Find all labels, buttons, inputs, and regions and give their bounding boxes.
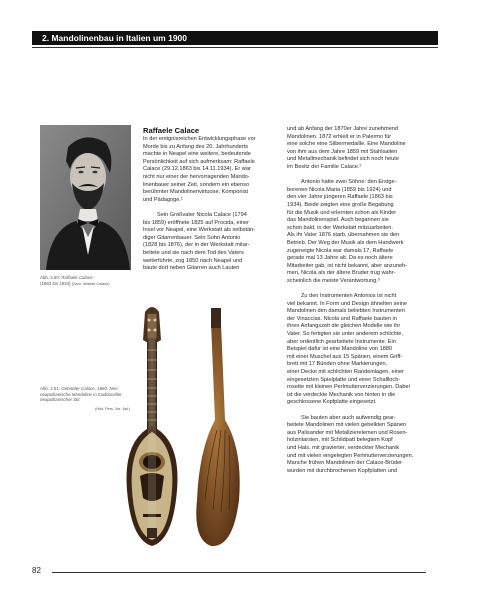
text-line: (1828 bis 1876), der in der Werkstatt mitar- xyxy=(143,242,250,249)
text-line: Betrieb. Der Weg der Musik als dem Handwerk xyxy=(287,239,404,246)
text-line: ihren Anfangszeit die gleichen Modelle wie ihr xyxy=(287,323,401,330)
text-column-right xyxy=(287,126,425,475)
text-line: Mandolinen den damals beliebten Instrumenten xyxy=(287,308,405,315)
text-line: gerade mal 13 Jahre alt. Da es noch ältere xyxy=(287,255,393,262)
text-line: 1934). Beide zeigten eine große Begabung xyxy=(287,201,394,208)
text-line: brett mit 17 Bünden ohne Markierungen, xyxy=(287,361,388,368)
text-line: und Hals, mit gravierter, verdeckter Mechanik xyxy=(287,444,400,451)
text-line xyxy=(287,407,425,415)
text-line: von ihm aus dem Jahre 1859 mit Stahlsaiten xyxy=(287,148,398,155)
text-line: Insel vor Neapel, eine Werkstatt als selbstän- xyxy=(143,227,256,234)
caption-dates: (1863 bis 1934) xyxy=(40,280,71,286)
text-line: Beispiel dafür ist eine Mandoline von 1880 xyxy=(287,346,393,353)
text-line: Sie bauten aber auch aufwendig gear- xyxy=(301,414,396,421)
figure-caption-2 xyxy=(40,386,130,412)
text-line xyxy=(143,204,268,212)
text-line: für die Musik und erlernten schon als Kinder xyxy=(287,209,397,216)
text-line: mit einer Muschel aus 15 Spänen, einem Griff- xyxy=(287,353,403,360)
text-line: borenen Nicola Maria (1859 bis 1924) und xyxy=(287,186,392,193)
text-line: und Metallmechanik befindet sich noch heute xyxy=(287,156,399,163)
text-line: weiterführte, zog 1850 nach Neapel und xyxy=(143,257,243,264)
text-line: nicht nur einer der hervorragenden Mando- xyxy=(143,173,250,180)
text-line: In der ereignisreichen Entwicklungsphase vor xyxy=(143,136,256,142)
figure-caption-1 xyxy=(40,275,135,287)
text-line: zugeneigte Nicola war damals 17, Raffaele xyxy=(287,247,394,254)
text-line: wurden mit durchbrochenen Kopfplatten und xyxy=(287,467,398,474)
header-rule xyxy=(32,47,438,48)
text-line: eine solche eine Silbermedaille. Eine Mandoline xyxy=(287,141,406,148)
text-line: linenbauer seiner Zeit, sondern ein ebenso xyxy=(143,181,250,188)
text-line: Als ihr Vater 1876 starb, übernahmen sie den xyxy=(287,232,400,239)
text-line: geschlossene Kopfplatte eingesetzt. xyxy=(287,399,377,406)
portrait-photo xyxy=(40,125,131,270)
text-line: aber ordentlich gearbeitete Instrumente. Ein xyxy=(287,338,396,345)
text-line: und mit vielen eingelegten Perlmutterverzierungen. xyxy=(287,452,414,459)
text-line: aus Palisander mit Metallzierelemen und Rosen- xyxy=(287,429,408,436)
text-line: machte in Neapel eine weitere, bedeutende xyxy=(143,151,251,158)
text-line: beitete und sie nach dem Tod des Vaters xyxy=(143,249,244,256)
text-line: und ab Anfang der 1870er Jahre zunehmend xyxy=(287,126,399,132)
caption-credit: (Hist. Pers. Ver. Ital.) xyxy=(95,406,130,411)
text-line: den vier Jahre jüngeren Raffaele (1863 bis xyxy=(287,194,393,201)
text-line: ist die verdeckte Mechanik von hinten in die xyxy=(287,391,396,398)
text-line: Antonio hatte zwei Söhne: den Erstge- xyxy=(301,179,397,186)
text-line: und Pädagoge.¹ xyxy=(143,196,183,203)
section-heading: Raffaele Calace xyxy=(143,126,200,135)
caption-subject: Gebrüder Calace, 1860. Neo-neapolitanische Mandoline in traditioneller neapolitanischer Stil. xyxy=(40,386,122,403)
text-line: Sein Großvater Nicola Calace (1794 xyxy=(157,211,247,218)
text-column-left xyxy=(143,126,268,273)
text-line: Persönlichkeit auf sich aufmerksam: Raffaele xyxy=(143,158,255,165)
mandolin-photo xyxy=(125,300,250,560)
text-line: das Mandolinenspiel. Auch begannen sie xyxy=(287,217,389,224)
chapter-header xyxy=(32,31,438,45)
chapter-title: 2. Mandolinenbau in Italien um 1900 xyxy=(42,33,188,43)
caption-label: Abb. 2.50: xyxy=(40,275,61,280)
text-line xyxy=(287,285,425,293)
text-line: bis 1859) eröffnete 1825 auf Procida, einer xyxy=(143,219,249,226)
caption-subject: Raffaele Calace xyxy=(61,275,93,280)
caption-label: Abb. 2.51: xyxy=(40,386,61,391)
text-line: viel bekannt. In Form und Design ähnelten seine xyxy=(287,300,408,307)
text-line: Calace (29.12.1863 bis 14.11.1934). Er war xyxy=(143,166,251,173)
text-line: der Vinaccias. Nicola und Raffaele bauten in xyxy=(287,315,397,322)
text-line: scheinlich die meiste Verantwortung.³ xyxy=(287,277,380,284)
text-line: im Besitz der Familie Calace.² xyxy=(287,163,362,170)
text-line: berühmter Mandolinenvirtuose, Komponist xyxy=(143,189,249,196)
text-line: eingesetzten Spielplatte und einer Schallloch- xyxy=(287,376,401,383)
text-line: Zu den Instrumenten Antonios ist nicht xyxy=(301,293,397,300)
text-line: rosette mit kleinen Perlmutterverzierungen. Dabei xyxy=(287,384,410,391)
text-line: men, Nicola als der ältere Bruder trug wahr- xyxy=(287,270,396,277)
text-line: beitete Mandolinen mit vielen gebelkten Spänen xyxy=(287,422,407,429)
text-line: baute dort neben Gitarren auch Lauten xyxy=(143,265,240,272)
text-line: schon bald, in der Werkstatt mitzuarbeiten. xyxy=(287,224,393,231)
text-line: Mitarbeiter gab, ist nicht bekannt, aber anzuneh- xyxy=(287,262,408,269)
text-line: diger Gitarrenbauer. Sein Sohn Antonio xyxy=(143,234,241,241)
text-line: einer Decke mit schlichten Randeinlagen, einer xyxy=(287,369,404,375)
text-line: Manche frühen Mandolinen der Calace-Brüder xyxy=(287,460,403,467)
text-line: holzintarsien, mit Schildpatt belegtem Kopf xyxy=(287,437,393,444)
footer-rule xyxy=(52,572,426,573)
page-number: 82 xyxy=(32,566,41,575)
text-line xyxy=(287,172,425,180)
text-line: Morde bis zu Anfang des 20. Jahrhunderts xyxy=(143,143,249,150)
caption-credit: (Sam. Aristide Calace) xyxy=(71,281,110,286)
text-line: Mandolinen. 1872 erhielt er in Palermo für xyxy=(287,133,392,140)
text-line: Vater. So fertigten sie unter anderem schlichte, xyxy=(287,331,403,338)
